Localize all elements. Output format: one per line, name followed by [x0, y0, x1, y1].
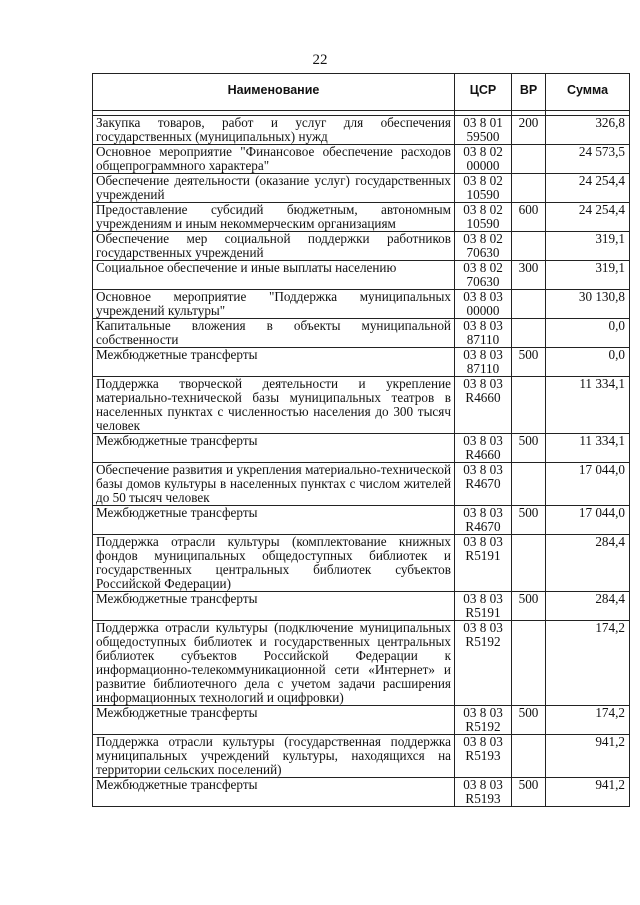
table-row	[93, 621, 630, 706]
cell-sum: 319,1	[546, 232, 630, 261]
cell-name: Поддержка отрасли культуры (подключение муниципальных общедоступных библиотек и государственных центральных библиотек субъектов Российской Федерации к информационно-телекоммуникационной сети «Интернет» и развитие библиотечного дела с учетом задачи расширения информационных технологий и оцифровки)	[93, 621, 455, 706]
cell-vr: 500	[512, 348, 546, 377]
cell-sum: 284,4	[546, 592, 630, 621]
header-vr: ВР	[512, 74, 546, 111]
cell-csr: 03 8 03 R4660	[455, 434, 512, 463]
cell-csr: 03 8 03 R5193	[455, 735, 512, 778]
header-name: Наименование	[93, 74, 455, 111]
cell-sum: 0,0	[546, 319, 630, 348]
cell-name: Предоставление субсидий бюджетным, автономным учреждениям и иным некоммерческим организациям	[93, 203, 455, 232]
cell-name: Обеспечение развития и укрепления материально-технической базы домов культуры в населенных пунктах с числом жителей до 50 тысяч человек	[93, 463, 455, 506]
table-row	[93, 778, 630, 807]
cell-vr	[512, 145, 546, 174]
table-row	[93, 535, 630, 592]
table-row	[93, 463, 630, 506]
budget-table	[92, 73, 630, 807]
cell-vr: 500	[512, 706, 546, 735]
page-number: 22	[312, 52, 328, 68]
table-row	[93, 290, 630, 319]
cell-csr: 03 8 03 87110	[455, 348, 512, 377]
table-row	[93, 145, 630, 174]
cell-csr: 03 8 03 R4670	[455, 463, 512, 506]
cell-name: Обеспечение мер социальной поддержки работников государственных учреждений	[93, 232, 455, 261]
cell-vr	[512, 621, 546, 706]
cell-name: Капитальные вложения в объекты муниципальной собственности	[93, 319, 455, 348]
cell-csr: 03 8 03 00000	[455, 290, 512, 319]
table-row	[93, 706, 630, 735]
cell-sum: 24 254,4	[546, 174, 630, 203]
cell-name: Основное мероприятие "Поддержка муниципальных учреждений культуры"	[93, 290, 455, 319]
cell-csr: 03 8 03 R5193	[455, 778, 512, 807]
cell-vr	[512, 735, 546, 778]
table-row	[93, 506, 630, 535]
cell-vr: 500	[512, 506, 546, 535]
cell-csr: 03 8 03 R5192	[455, 706, 512, 735]
table-row	[93, 174, 630, 203]
cell-csr: 03 8 03 R5191	[455, 535, 512, 592]
cell-csr: 03 8 03 87110	[455, 319, 512, 348]
cell-name: Межбюджетные трансферты	[93, 506, 455, 535]
cell-vr	[512, 232, 546, 261]
cell-vr: 500	[512, 434, 546, 463]
cell-vr: 600	[512, 203, 546, 232]
cell-sum: 11 334,1	[546, 434, 630, 463]
cell-name: Межбюджетные трансферты	[93, 778, 455, 807]
cell-csr: 03 8 01 59500	[455, 116, 512, 145]
cell-sum: 326,8	[546, 116, 630, 145]
cell-vr: 500	[512, 778, 546, 807]
cell-sum: 24 573,5	[546, 145, 630, 174]
cell-name: Межбюджетные трансферты	[93, 348, 455, 377]
cell-csr: 03 8 02 70630	[455, 261, 512, 290]
cell-sum: 319,1	[546, 261, 630, 290]
cell-vr: 500	[512, 592, 546, 621]
cell-csr: 03 8 02 70630	[455, 232, 512, 261]
cell-sum: 24 254,4	[546, 203, 630, 232]
table-row	[93, 377, 630, 434]
cell-csr: 03 8 02 00000	[455, 145, 512, 174]
cell-name: Поддержка отрасли культуры (комплектование книжных фондов муниципальных общедоступных библиотек и государственных центральных библиотек субъектов Российской Федерации)	[93, 535, 455, 592]
cell-name: Межбюджетные трансферты	[93, 434, 455, 463]
cell-sum: 174,2	[546, 706, 630, 735]
cell-csr: 03 8 03 R4670	[455, 506, 512, 535]
cell-vr: 300	[512, 261, 546, 290]
cell-name: Межбюджетные трансферты	[93, 706, 455, 735]
cell-name: Обеспечение деятельности (оказание услуг) государственных учреждений	[93, 174, 455, 203]
table-row	[93, 116, 630, 145]
cell-name: Межбюджетные трансферты	[93, 592, 455, 621]
cell-csr: 03 8 03 R5192	[455, 621, 512, 706]
header-sum: Сумма	[546, 74, 630, 111]
cell-vr	[512, 377, 546, 434]
table-row	[93, 319, 630, 348]
cell-sum: 941,2	[546, 778, 630, 807]
cell-name: Поддержка отрасли культуры (государственная поддержка муниципальных учреждений культуры, находящихся на территории сельских поселений)	[93, 735, 455, 778]
cell-sum: 30 130,8	[546, 290, 630, 319]
cell-vr	[512, 535, 546, 592]
table-row	[93, 735, 630, 778]
table-row	[93, 261, 630, 290]
header-csr: ЦСР	[455, 74, 512, 111]
cell-vr	[512, 174, 546, 203]
cell-sum: 174,2	[546, 621, 630, 706]
cell-vr	[512, 463, 546, 506]
cell-sum: 11 334,1	[546, 377, 630, 434]
cell-csr: 03 8 03 R4660	[455, 377, 512, 434]
cell-name: Закупка товаров, работ и услуг для обеспечения государственных (муниципальных) нужд	[93, 116, 455, 145]
cell-sum: 0,0	[546, 348, 630, 377]
table-body	[93, 111, 630, 807]
cell-sum: 17 044,0	[546, 506, 630, 535]
cell-csr: 03 8 02 10590	[455, 203, 512, 232]
table-row	[93, 348, 630, 377]
table-row	[93, 203, 630, 232]
table-header-row	[93, 74, 630, 111]
cell-vr	[512, 319, 546, 348]
cell-sum: 17 044,0	[546, 463, 630, 506]
cell-name: Социальное обеспечение и иные выплаты населению	[93, 261, 455, 290]
cell-csr: 03 8 02 10590	[455, 174, 512, 203]
cell-sum: 941,2	[546, 735, 630, 778]
cell-sum: 284,4	[546, 535, 630, 592]
cell-vr: 200	[512, 116, 546, 145]
cell-name: Поддержка творческой деятельности и укрепление материально-технической базы муниципальных театров в населенных пунктах с численностью населения до 300 тысяч человек	[93, 377, 455, 434]
table-row	[93, 592, 630, 621]
table-row	[93, 434, 630, 463]
cell-csr: 03 8 03 R5191	[455, 592, 512, 621]
cell-vr	[512, 290, 546, 319]
cell-name: Основное мероприятие "Финансовое обеспечение расходов общепрограммного характера"	[93, 145, 455, 174]
table-row	[93, 232, 630, 261]
